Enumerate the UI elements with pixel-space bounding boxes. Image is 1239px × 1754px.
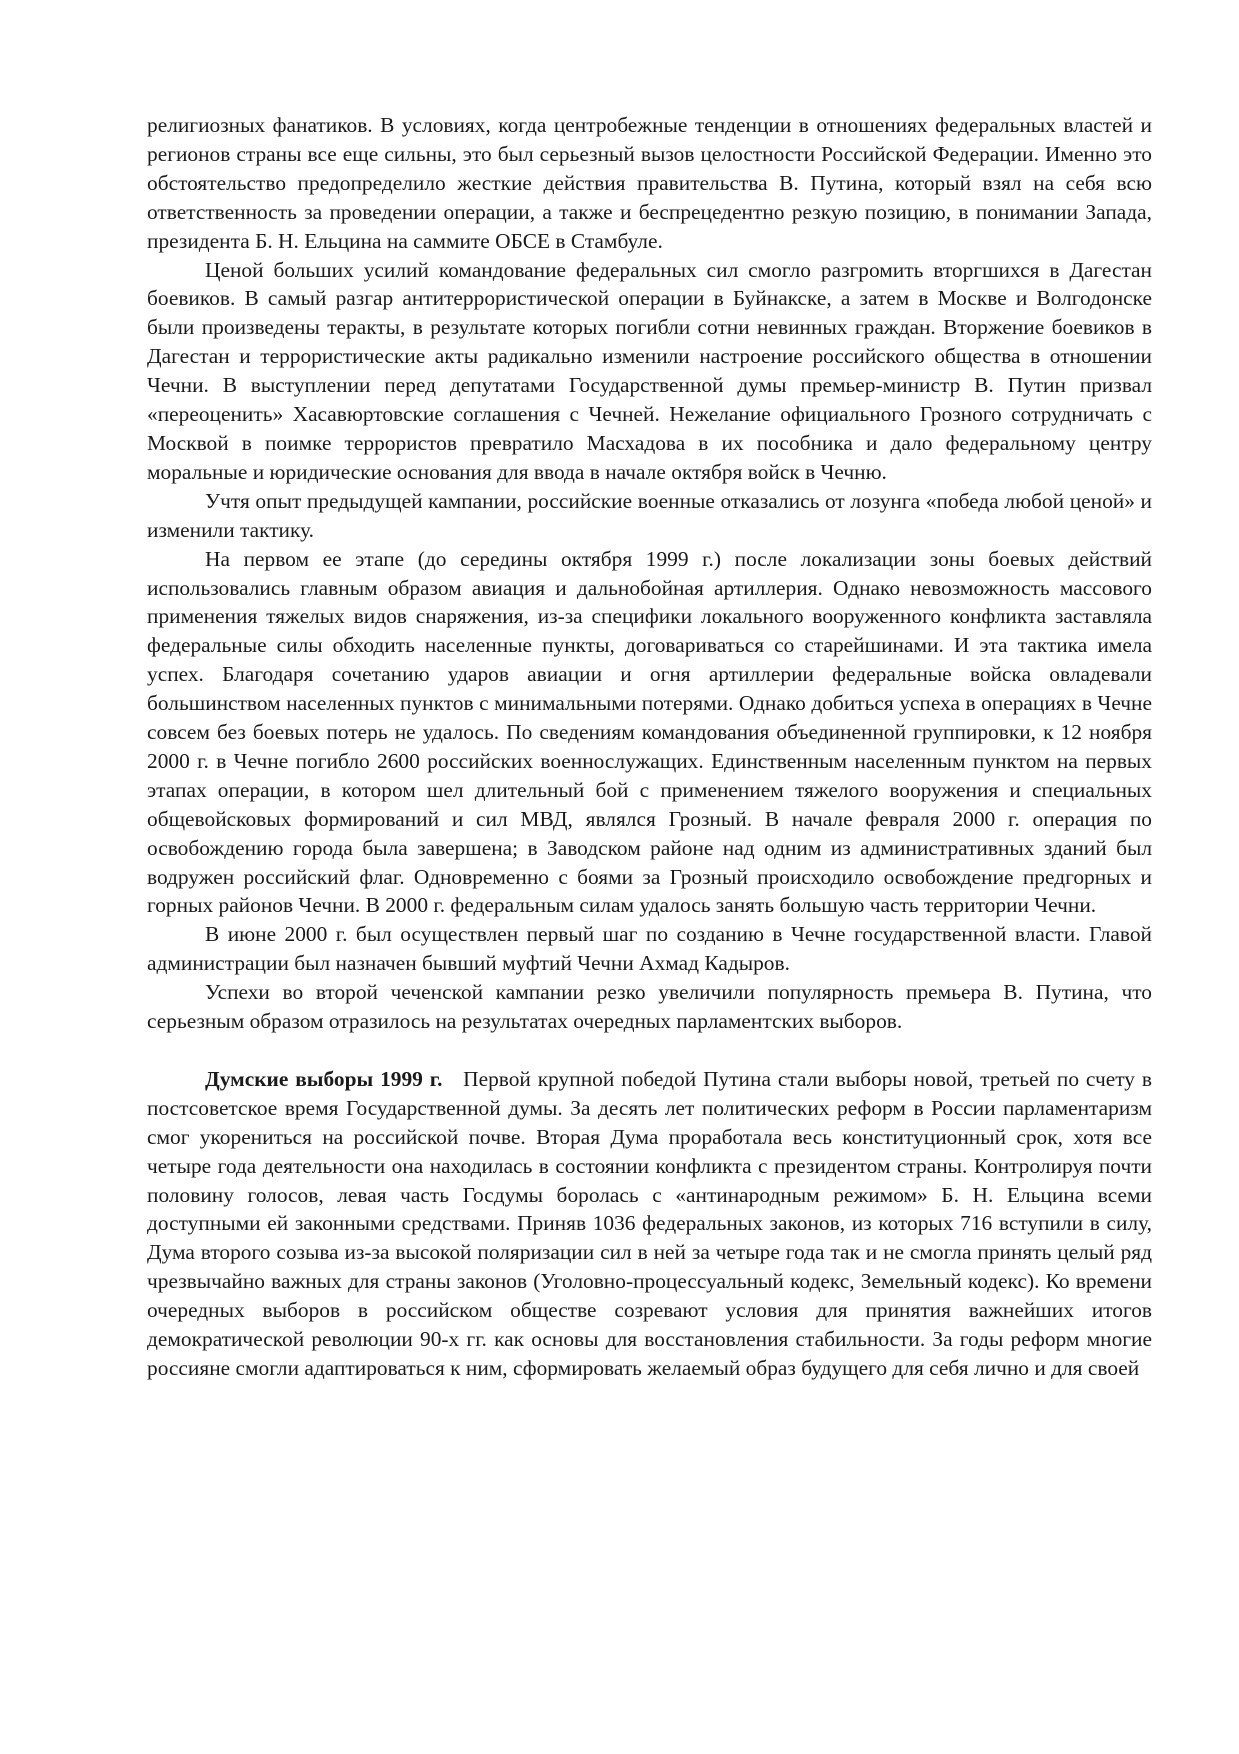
paragraph-religious-fanatics: религиозных фанатиков. В условиях, когда центробежные тенденции в отношениях федеральных властей и регионов страны все еще сильны, это был серьезный вызов целостности Российской Федерации. Именно это обстоятельство предопределило жесткие действия правительства В. Путина, который взял на себя всю ответственность за проведении операции, а также и беспрецедентно резкую позицию, в понимании Запада, президента Б. Н. Ельцина на саммите ОБСЕ в Стамбуле. — [147, 113, 1152, 253]
section-duma-elections — [147, 1065, 1152, 1383]
paragraph-first-stage: На первом ее этапе (до середины октября 1999 г.) после локализации зоны боевых действий использовались главным образом авиация и дальнобойная артиллерия. Однако невозможность массового применения тяжелых видов снаряжения, из-за специфики локального вооруженного конфликта заставляла федеральные силы обходить населенные пункты, договариваться со старейшинами. И эта тактика имела успех. Благодаря сочетанию ударов авиации и огня артиллерии федеральные войска овладевали большинством населенных пунктов с минимальными потерями. Однако добиться успеха в операциях в Чечне совсем без боевых потерь не удалось. По сведениям командования объединенной группировки, к 12 ноября 2000 г. в Чечне погибло 2600 российских военнослужащих. Единственным населенным пунктом на первых этапах операции, в котором шел длительный бой с применением тяжелого вооружения и специальных общевойсковых формирований и сил МВД, являлся Грозный. В начале февраля 2000 г. операция по освобождению города была завершена; в Заводском районе над одним из административных зданий был водружен российский флаг. Одновременно с боями за Грозный происходило освобождение предгорных и горных районов Чечни. В 2000 г. федеральным силам удалось занять большую часть территории Чечни. — [147, 546, 1152, 918]
paragraph-popularity: Успехи во второй чеченской кампании резко увеличили популярность премьера В. Путина, что серьезным образом отразилось на результатах очередных парламентских выборов. — [147, 980, 1152, 1034]
document-page — [147, 111, 1152, 1383]
paragraph-kadyrov: В июне 2000 г. был осуществлен первый шаг по созданию в Чечне государственной власти. Главой администрации был назначен бывший муфтий Чечни Ахмад Кадыров. — [147, 922, 1152, 976]
paragraph-dagestan-terror: Ценой больших усилий командование федеральных сил смогло разгромить вторгшихся в Дагестан боевиков. В самый разгар антитеррористической операции в Буйнакске, а затем в Москве и Волгодонске были произведены теракты, в результате которых погибли сотни невинных граждан. Вторжение боевиков в Дагестан и террористические акты радикально изменили настроение российского общества в отношении Чечни. В выступлении перед депутатами Государственной думы премьер-министр В. Путин призвал «переоценить» Хасавюртовские соглашения с Чечней. Нежелание официального Грозного сотрудничать с Москвой в поимке террористов превратило Масхадова в их пособника и дало федеральному центру моральные и юридические основания для ввода в начале октября войск в Чечню. — [147, 257, 1152, 484]
section-heading: Думские выборы 1999 г. — [205, 1066, 443, 1091]
section-spacer — [147, 1036, 1152, 1065]
section-body: Первой крупной победой Путина стали выборы новой, третьей по счету в постсоветское время Государственной думы. За десять лет политических реформ в России парламентаризм смог укорениться на российской почве. Вторая Дума проработала весь конституционный срок, хотя все четыре года деятельности она находилась в состоянии конфликта с президентом страны. Контролируя почти половину голосов, левая часть Госдумы боролась с «антинародным режимом» Б. Н. Ельцина всеми доступными ей законными средствами. Приняв 1036 федеральных законов, из которых 716 вступили в силу, Дума второго созыва из-за высокой поляризации сил в ней за четыре года так и не смогла принять целый ряд чрезвычайно важных для страны законов (Уголовно-процессуальный кодекс, Земельный кодекс). Ко времени очередных выборов в российском обществе созревают условия для принятия важнейших итогов демократической революции 90-х гг. как основы для восстановления стабильности. За годы реформ многие россияне смогли адаптироваться к ним, сформировать желаемый образ будущего для себя лично и для своей — [147, 1066, 1152, 1380]
paragraph-tactics-change: Учтя опыт предыдущей кампании, российские военные отказались от лозунга «победа любой ценой» и изменили тактику. — [147, 488, 1152, 542]
